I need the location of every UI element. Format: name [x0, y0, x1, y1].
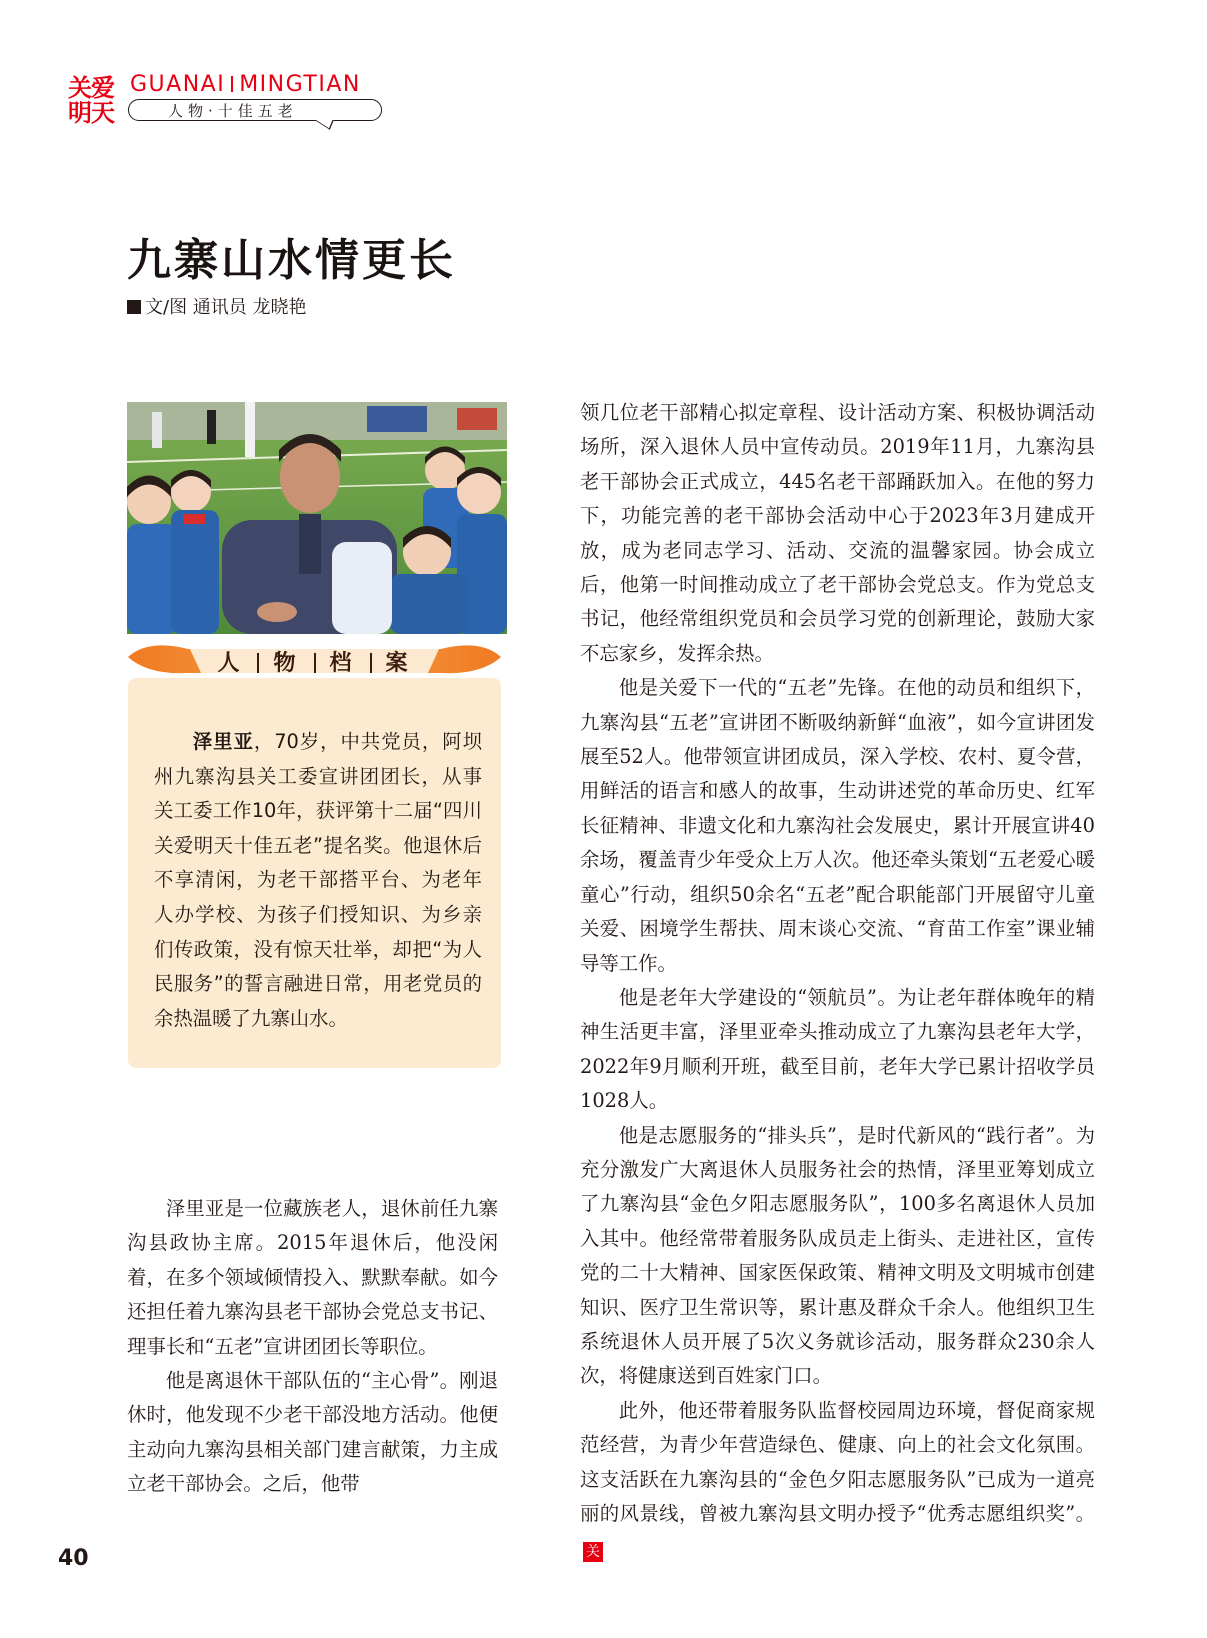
body-paragraph: 领几位老干部精心拟定章程、设计活动方案、积极协调活动场所，深入退休人员中宣传动员。2019年11月，九寨沟县老干部协会正式成立，445名老干部踊跃加入。在他的努力下，功能完善的老干部协会活动中心于2023年3月建成开放，成为老同志学习、活动、交流的温馨家园。协会成立后，他第一时间推动成立了老干部协会党总支。作为党总支书记，他经常组织党员和会员学习党的创新理论，鼓励大家不忘家乡，发挥余热。 [580, 401, 1095, 665]
profile-heading-char: 物 [273, 651, 300, 676]
logo-separator [231, 76, 233, 92]
page-number: 40 [58, 1546, 89, 1571]
body-paragraph: 泽里亚是一位藏族老人，退休前任九寨沟县政协主席。2015年退休后，他没闲着，在多个领域倾情投入、默默奉献。如今还担任着九寨沟县老干部协会党总支书记、理事长和“五老”宣讲团团长等职位。 [127, 1197, 498, 1358]
article-end-mark-icon: 关 [583, 1542, 603, 1562]
section-label: 人物·十佳五老 [168, 102, 298, 120]
profile-heading-char: 档 [329, 651, 356, 676]
profile-text [154, 725, 482, 1036]
body-paragraph-last [580, 1394, 1095, 1566]
column-logo-english [130, 72, 361, 97]
body-paragraph: 他是老年大学建设的“领航员”。为让老年群体晚年的精神生活更丰富，泽里亚牵头推动成立了九寨沟县老年大学，2022年9月顺利开班，截至目前，老年大学已累计招收学员1028人。 [580, 985, 1095, 1113]
profile-name: 泽里亚 [192, 730, 254, 753]
body-left-column [127, 1192, 498, 1502]
photo-illustration [127, 402, 507, 634]
column-logo-chinese: 关爱明天 [68, 74, 114, 127]
body-right-column [580, 396, 1095, 1566]
article-byline [127, 293, 307, 319]
body-paragraph-text: 此外，他还带着服务队监督校园周边环境，督促商家规范经营，为青少年营造绿色、健康、向上的社会文化氛围。这支活跃在九寨沟县的“金色夕阳志愿服务队”已成为一道亮丽的风景线，曾被九寨沟县文明办授予“优秀志愿组织奖”。 [580, 1398, 1095, 1525]
heading-divider [370, 653, 372, 673]
profile-heading-char: 人 [217, 651, 244, 676]
body-paragraph: 他是志愿服务的“排头兵”，是时代新风的“践行者”。为充分激发广大离退休人员服务社会的热情，泽里亚筹划成立了九寨沟县“金色夕阳志愿服务队”，100多名离退休人员加入其中。他经常带着服务队成员走上街头、走进社区，宣传党的二十大精神、国家医保政策、精神文明及文明城市创建知识、医疗卫生常识等，累计惠及群众千余人。他组织卫生系统退休人员开展了5次义务就诊活动，服务群众230余人次，将健康送到百姓家门口。 [580, 1123, 1095, 1388]
heading-divider [257, 653, 259, 673]
heading-divider [314, 653, 316, 673]
body-paragraph: 他是离退休干部队伍的“主心骨”。刚退休时，他发现不少老干部没地方活动。他便主动向九寨沟县相关部门建言献策，力主成立老干部协会。之后，他带 [127, 1369, 498, 1496]
article-title: 九寨山水情更长 [127, 235, 456, 286]
logo-en-left: GUANAI [130, 72, 226, 97]
logo-en-right: MINGTIAN [239, 72, 361, 97]
square-bullet-icon [127, 300, 141, 314]
body-paragraph: 他是关爱下一代的“五老”先锋。在他的动员和组织下，九寨沟县“五老”宣讲团不断吸纳新鲜“血液”，如今宣讲团发展至52人。他带领宣讲团成员，深入学校、农村、夏令营，用鲜活的语言和感人的故事，生动讲述党的革命历史、红军长征精神、非遗文化和九寨沟社会发展史，累计开展宣讲40余场，覆盖青少年受众上万人次。他还牵头策划“五老爱心暖童心”行动，组织50余名“五老”配合职能部门开展留守儿童关爱、困境学生帮扶、周末谈心交流、“育苗工作室”课业辅导等工作。 [580, 676, 1095, 975]
article-photo [127, 402, 507, 634]
profile-description: ，70岁，中共党员，阿坝州九寨沟县关工委宣讲团团长，从事关工委工作10年，获评第十二届“四川关爱明天十佳五老”提名奖。他退休后不享清闲，为老干部搭平台、为老年人办学校、为孩子们授知识、为乡亲们传政策，没有惊天壮举，却把“为人民服务”的誓言融进日常，用老党员的余热温暖了九寨山水。 [154, 730, 482, 1030]
profile-heading-char: 案 [385, 651, 412, 676]
profile-heading [128, 646, 501, 677]
byline-text: 文/图 通讯员 龙晓艳 [145, 297, 307, 318]
